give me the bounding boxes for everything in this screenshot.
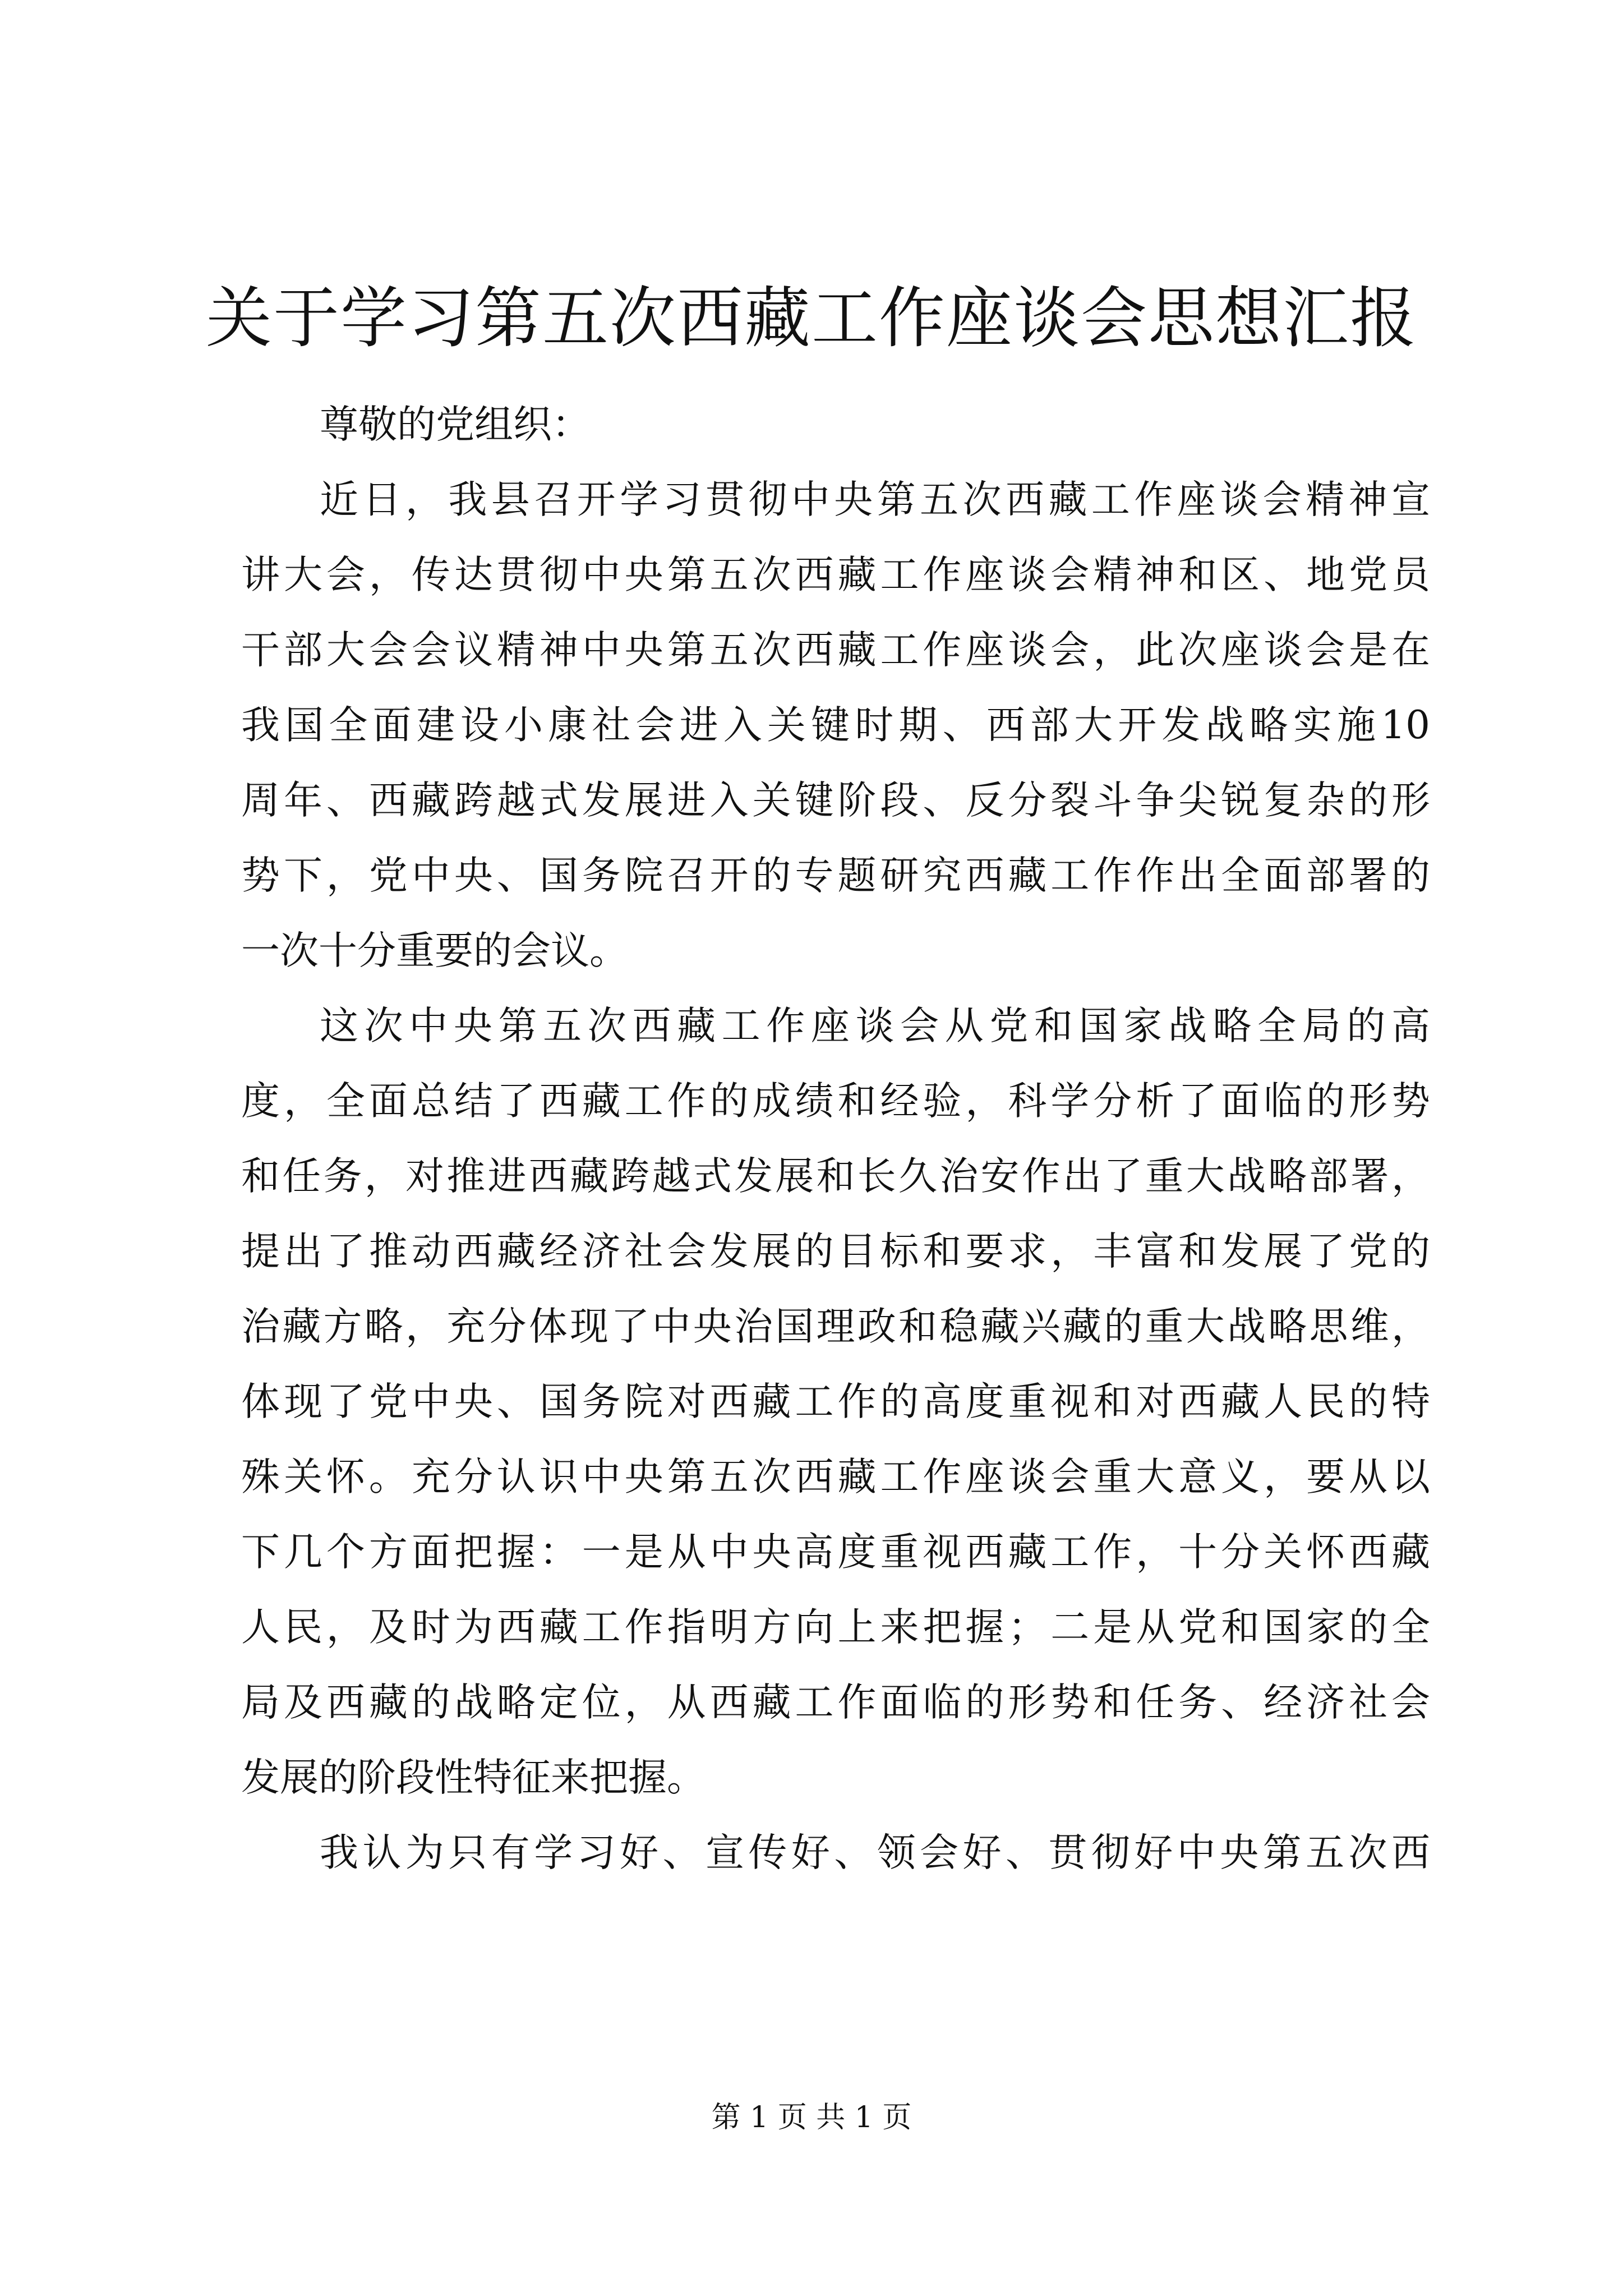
document-body <box>241 387 1430 1890</box>
text-line: 我认为只有学习好、宣传好、领会好、贯彻好中央第五次西 <box>320 1830 1430 1875</box>
body-paragraph-3 <box>241 1815 1430 1890</box>
body-paragraph-2 <box>241 988 1430 1815</box>
text-line: 提出了推动西藏经济社会发展的目标和要求，丰富和发展了党的 <box>241 1229 1430 1274</box>
text-line: 下几个方面把握：一是从中央高度重视西藏工作，十分关怀西藏 <box>241 1530 1430 1575</box>
text-line: 殊关怀。充分认识中央第五次西藏工作座谈会重大意义，要从以 <box>241 1455 1430 1499</box>
body-paragraph-1 <box>241 462 1430 988</box>
text-line: 这次中央第五次西藏工作座谈会从党和国家战略全局的高 <box>320 1004 1430 1048</box>
text-line: 体现了党中央、国务院对西藏工作的高度重视和对西藏人民的特 <box>241 1379 1430 1424</box>
text-line: 近日，我县召开学习贯彻中央第五次西藏工作座谈会精神宣 <box>320 477 1430 522</box>
text-line: 治藏方略，充分体现了中央治国理政和稳藏兴藏的重大战略思维， <box>241 1304 1430 1349</box>
text-line: 势下，党中央、国务院召开的专题研究西藏工作作出全面部署的 <box>241 853 1430 898</box>
page-footer: 第 1 页 共 1 页 <box>711 2101 912 2134</box>
text-line: 尊敬的党组织： <box>320 402 591 447</box>
text-line: 人民，及时为西藏工作指明方向上来把握；二是从党和国家的全 <box>241 1605 1430 1650</box>
salutation-paragraph <box>241 387 1430 462</box>
text-line: 我国全面建设小康社会进入关键时期、西部大开发战略实施10 <box>241 703 1430 748</box>
text-line: 讲大会，传达贯彻中央第五次西藏工作座谈会精神和区、地党员 <box>241 553 1430 597</box>
text-line: 和任务，对推进西藏跨越式发展和长久治安作出了重大战略部署， <box>241 1154 1430 1199</box>
text-line: 局及西藏的战略定位，从西藏工作面临的形势和任务、经济社会 <box>241 1680 1430 1725</box>
text-line: 干部大会会议精神中央第五次西藏工作座谈会，此次座谈会是在 <box>241 628 1430 673</box>
text-line: 发展的阶段性特征来把握。 <box>241 1755 706 1800</box>
text-line: 周年、西藏跨越式发展进入关键阶段、反分裂斗争尖锐复杂的形 <box>241 778 1430 823</box>
document-title: 关于学习第五次西藏工作座谈会思想汇报 <box>205 279 1417 357</box>
text-line: 一次十分重要的会议。 <box>241 928 628 973</box>
text-line: 度，全面总结了西藏工作的成绩和经验，科学分析了面临的形势 <box>241 1079 1430 1124</box>
